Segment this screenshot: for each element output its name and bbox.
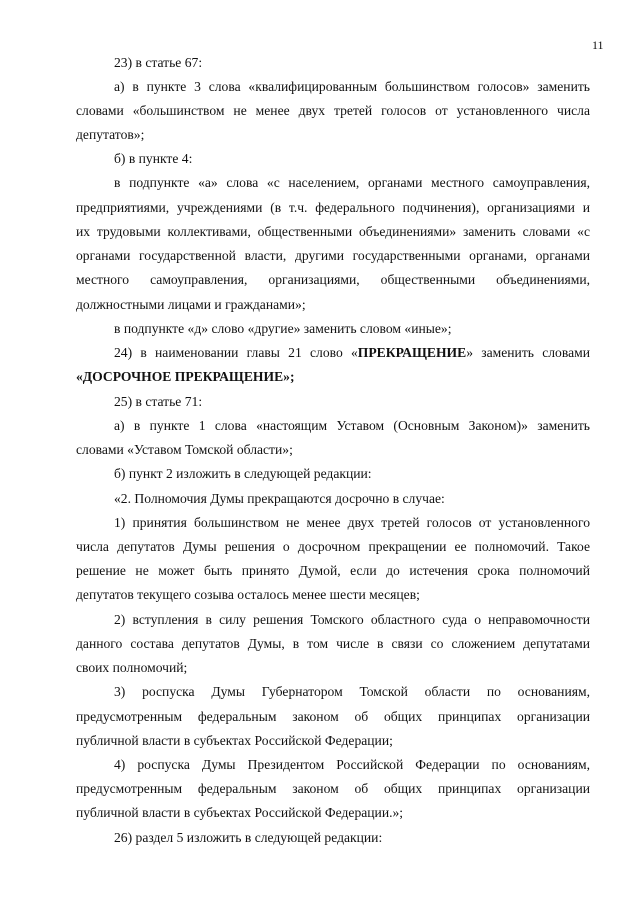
text-line: а) в пункте 3 слова «квалифицированным большинством голосов» заменить [114, 79, 590, 94]
text-line: должностными лицами и гражданами»; [76, 297, 306, 312]
text-line: органами государственной власти, другими государственными органами, органами [76, 248, 590, 263]
text-fragment: » заменить словами [466, 345, 590, 360]
text-line: предусмотренным федеральным законом об общих принципах организации [76, 781, 590, 796]
text-line: решение не может быть принято Думой, если до истечения срока полномочий [76, 563, 590, 578]
text-line [114, 344, 590, 362]
text-line: их трудовыми коллективами, общественными объединениями» заменить словами «с [76, 224, 590, 239]
text-line: предприятиями, учреждениями (в т.ч. федерального подчинения), организациями и [76, 200, 590, 215]
page-number: 11 [592, 38, 604, 52]
bold-term: ДОСРОЧНОЕ ПРЕКРАЩЕНИЕ [82, 369, 284, 384]
text-line: публичной власти в субъектах Российской Федерации.»; [76, 805, 404, 820]
text-line: б) пункт 2 изложить в следующей редакции: [114, 466, 372, 481]
text-line: депутатов»; [76, 127, 145, 142]
bold-term: ПРЕКРАЩЕНИЕ [357, 345, 467, 360]
text-line: 4) роспуска Думы Президентом Российской Федерации по основаниям, [114, 757, 590, 772]
text-line: в подпункте «а» слова «с населением, органами местного самоуправления, [114, 175, 590, 190]
text-line: 2) вступления в силу решения Томского областного суда о неправомочности [114, 612, 590, 627]
text-line: 1) принятия большинством не менее двух третей голосов от установленного [114, 515, 590, 530]
text-line: а) в пункте 1 слова «настоящим Уставом (Основным Законом)» заменить [114, 418, 590, 433]
text-line: депутатов текущего созыва осталось менее шести месяцев; [76, 587, 420, 602]
text-line: числа депутатов Думы решения о досрочном прекращении ее полномочий. Такое [76, 539, 590, 554]
text-line: данного состава депутатов Думы, в том числе в связи со сложением депутатами [76, 636, 590, 651]
text-line: 3) роспуска Думы Губернатором Томской области по основаниям, [114, 684, 590, 699]
text-line: предусмотренным федеральным законом об общих принципах организации [76, 709, 590, 724]
text-line: 26) раздел 5 изложить в следующей редакции: [114, 830, 383, 845]
text-line: местного самоуправления, организациями, общественными объединениями, [76, 272, 590, 287]
text-line: словами «большинством не менее двух третей голосов от установленного числа [76, 103, 590, 118]
text-line: публичной власти в субъектах Российской Федерации; [76, 733, 393, 748]
bold-term: « [76, 369, 83, 384]
text-line: 23) в статье 67: [114, 55, 203, 70]
text-line: б) в пункте 4: [114, 151, 193, 166]
text-line: 25) в статье 71: [114, 394, 203, 409]
text-line [76, 368, 590, 386]
text-line: словами «Уставом Томской области»; [76, 442, 293, 457]
bold-term: »; [283, 369, 295, 384]
text-fragment: 24) в наименовании главы 21 слово « [114, 345, 358, 360]
text-line: «2. Полномочия Думы прекращаются досрочно в случае: [114, 491, 445, 506]
text-line: своих полномочий; [76, 660, 188, 675]
text-line: в подпункте «д» слово «другие» заменить словом «иные»; [114, 321, 452, 336]
